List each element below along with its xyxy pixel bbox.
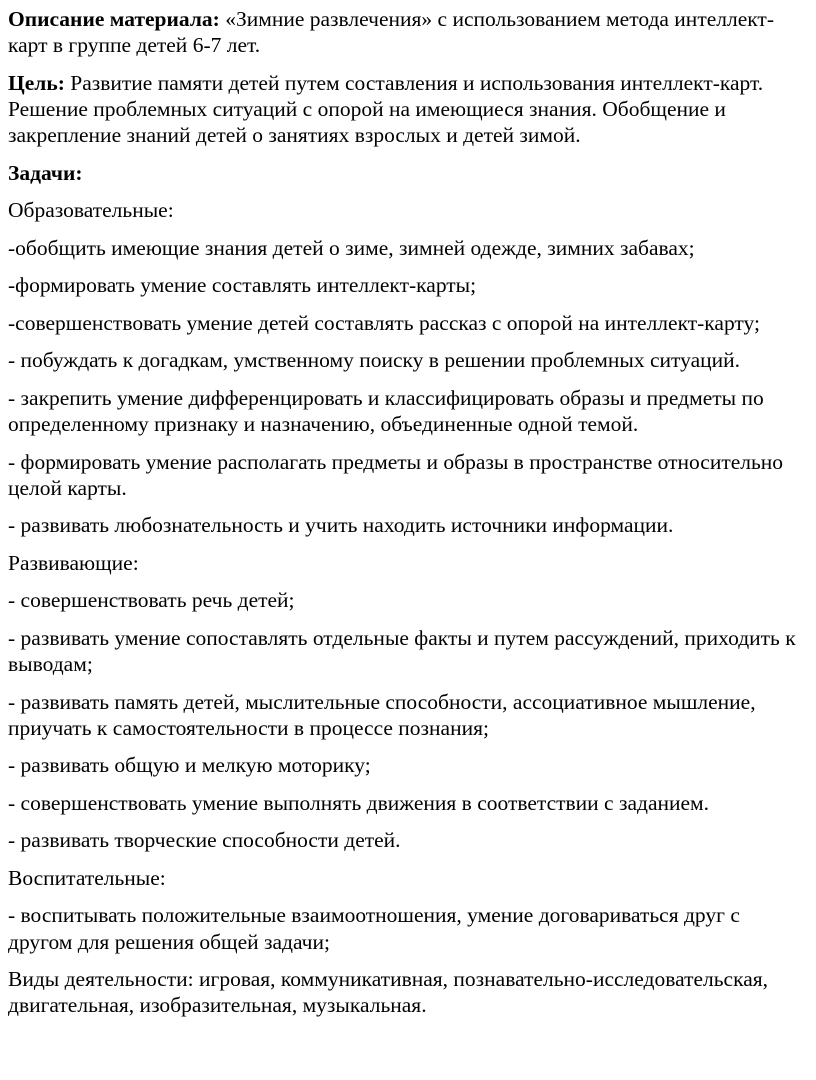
educational-item: - побуждать к догадкам, умственному поиску в решении проблемных ситуаций. bbox=[8, 348, 741, 373]
educational-item: -формировать умение составлять интеллект-карты; bbox=[8, 273, 477, 298]
educational-item: -совершенствовать умение детей составлять рассказ с опорой на интеллект-карту; bbox=[8, 310, 760, 335]
developing-item: - развивать творческие способности детей. bbox=[8, 828, 401, 853]
upbringing-item: - воспитывать положительные взаимоотношения, умение договариваться друг с другом для решения общей задачи; bbox=[8, 903, 740, 954]
developing-item: - развивать умение сопоставлять отдельные факты и путем рассуждений, приходить к выводам; bbox=[8, 625, 796, 677]
description-label: Описание материала: bbox=[8, 7, 220, 31]
developing-item: - совершенствовать умение выполнять движения в соответствии с заданием. bbox=[8, 790, 710, 815]
tasks-heading: Задачи: bbox=[8, 160, 83, 185]
educational-heading: Образовательные: bbox=[8, 198, 174, 223]
description-paragraph bbox=[8, 6, 808, 59]
developing-item: - развивать общую и мелкую моторику; bbox=[8, 753, 371, 778]
developing-item: - совершенствовать речь детей; bbox=[8, 588, 295, 613]
goal-text: Развитие памяти детей путем составления и использования интеллект-карт. Решение проблемных ситуаций с опорой на имеющиеся знания. Обобщение и закрепление знаний детей о занятиях взрослых и детей зимой. bbox=[8, 70, 764, 148]
developing-heading: Развивающие: bbox=[8, 550, 139, 575]
educational-item: -обобщить имеющие знания детей о зиме, зимней одежде, зимних забавах; bbox=[8, 235, 695, 260]
educational-item: - закрепить умение дифференцировать и классифицировать образы и предметы по определенному признаку и назначению, объединенные одной темой. bbox=[8, 385, 764, 437]
educational-item: - формировать умение располагать предметы и образы в пространстве относительно целой карты. bbox=[8, 449, 784, 500]
description-text: «Зимние развлечения» с использованием метода интеллект-карт в группе детей 6-7 лет. bbox=[8, 7, 774, 58]
document-page bbox=[8, 6, 808, 1030]
goal-label: Цель: bbox=[8, 70, 65, 95]
activities-paragraph: Виды деятельности: игровая, коммуникативная, познавательно-исследовательская, двигательная, изобразительная, музыкальная. bbox=[8, 967, 769, 1018]
upbringing-heading: Воспитательные: bbox=[8, 865, 166, 890]
developing-item: - развивать память детей, мыслительные способности, ассоциативное мышление, приучать к самостоятельности в процессе познания; bbox=[8, 689, 756, 740]
educational-item: - развивать любознательность и учить находить источники информации. bbox=[8, 513, 674, 538]
goal-paragraph bbox=[8, 70, 808, 149]
